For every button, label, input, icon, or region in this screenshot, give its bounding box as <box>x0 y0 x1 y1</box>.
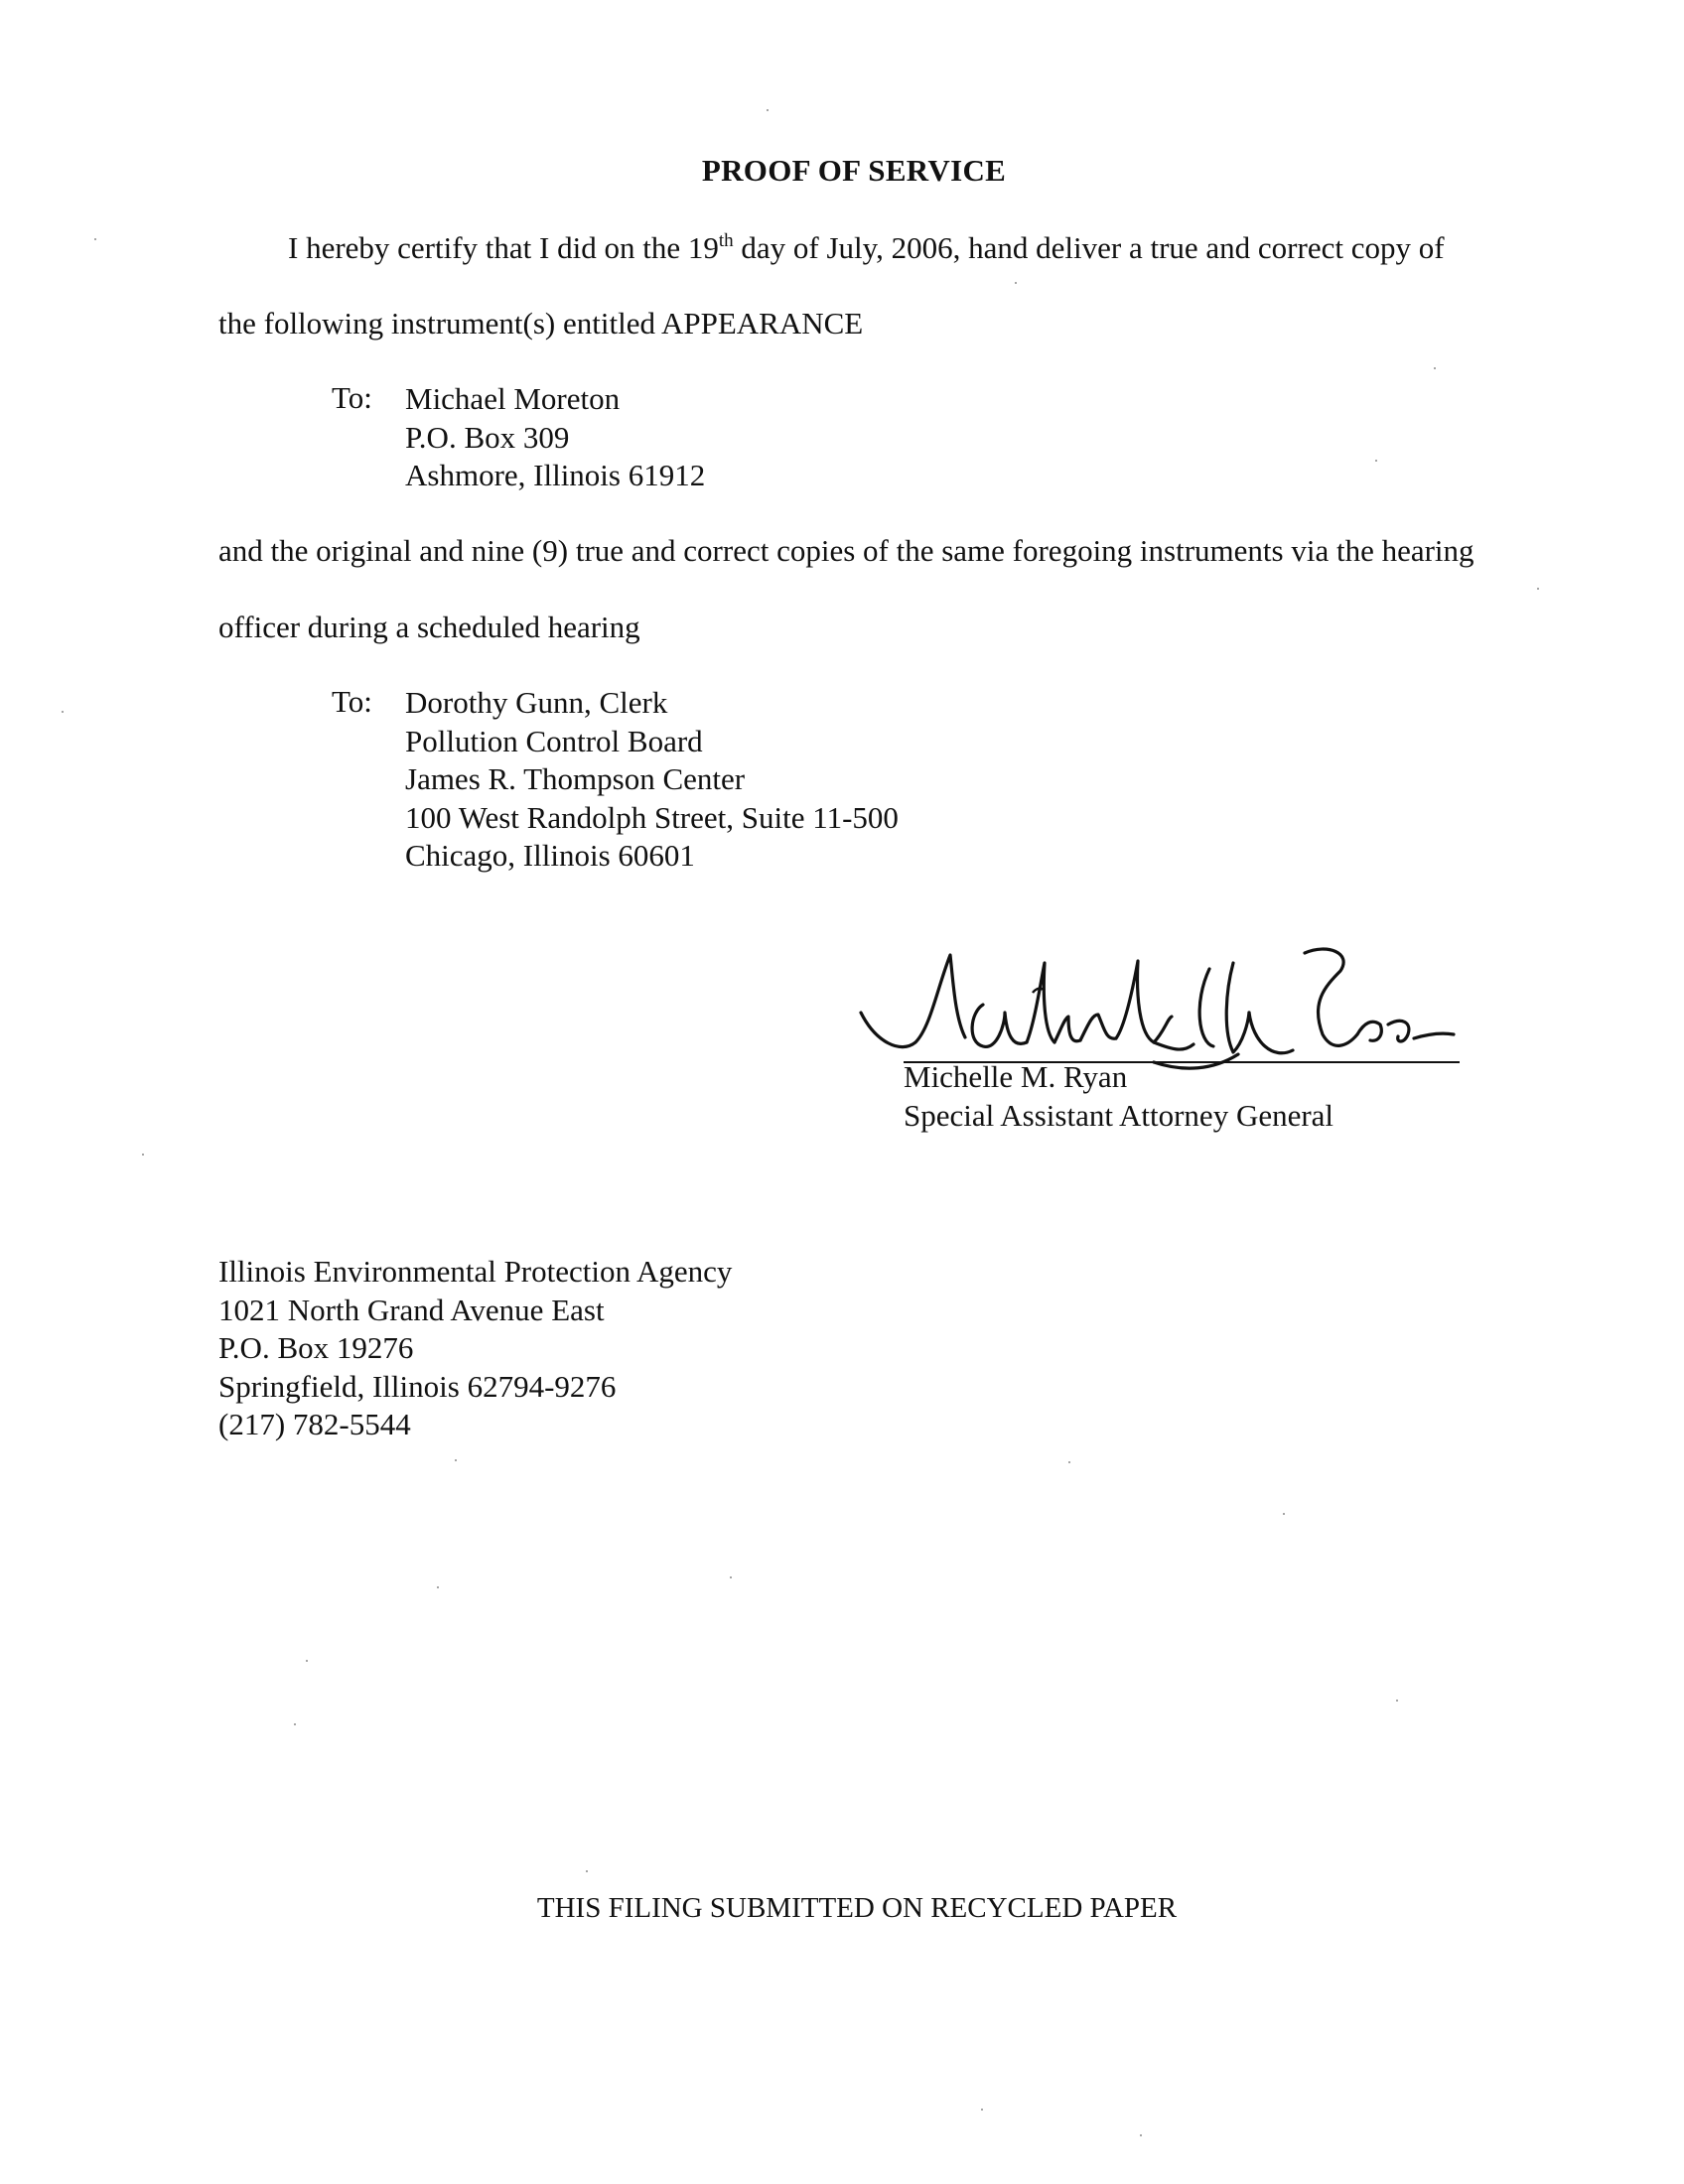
scan-speck <box>1283 1513 1285 1515</box>
recipient2-label: To: <box>332 684 372 719</box>
certification-text-pre: I hereby certify that I did on the 19 <box>288 230 719 265</box>
recipient2-city: Chicago, Illinois 60601 <box>405 838 695 873</box>
recipient1-label: To: <box>332 380 372 415</box>
scan-speck <box>1068 1461 1070 1463</box>
certification-line-2: the following instrument(s) entitled APPEARANCE <box>218 306 864 341</box>
recipient1-name: Michael Moreton <box>405 381 621 416</box>
agency-pobox: P.O. Box 19276 <box>218 1330 414 1365</box>
recycled-paper-footer: THIS FILING SUBMITTED ON RECYCLED PAPER <box>536 1892 1178 1924</box>
scan-speck <box>455 1459 457 1461</box>
scan-speck <box>94 238 96 240</box>
scan-speck <box>730 1576 732 1578</box>
certification-text-post: day of July, 2006, hand deliver a true and correct copy of <box>733 230 1445 265</box>
scan-speck <box>1140 2134 1142 2136</box>
recipient2-name: Dorothy Gunn, Clerk <box>405 685 668 720</box>
agency-city: Springfield, Illinois 62794-9276 <box>218 1368 617 1404</box>
recipient1-city: Ashmore, Illinois 61912 <box>405 458 706 492</box>
signer-name: Michelle M. Ryan <box>904 1059 1128 1094</box>
certification-line-1 <box>288 230 1445 266</box>
recipient1-address <box>405 380 705 495</box>
scan-speck <box>294 1723 296 1725</box>
document-title: PROOF OF SERVICE <box>701 153 1007 188</box>
agency-street: 1021 North Grand Avenue East <box>218 1292 605 1327</box>
agency-address <box>218 1253 732 1444</box>
agency-name: Illinois Environmental Protection Agency <box>218 1254 733 1289</box>
ordinal-suffix: th <box>718 230 734 251</box>
scan-speck <box>1375 460 1377 462</box>
scan-speck <box>1396 1700 1398 1702</box>
scan-speck <box>437 1586 439 1588</box>
scan-speck <box>1015 282 1017 284</box>
scan-speck <box>142 1154 144 1156</box>
scan-speck <box>1434 367 1436 369</box>
scan-speck <box>586 1870 588 1872</box>
scan-speck <box>767 109 769 111</box>
delivery-line-2: officer during a scheduled hearing <box>218 610 640 644</box>
recipient2-street: 100 West Randolph Street, Suite 11-500 <box>405 799 899 835</box>
agency-phone: (217) 782-5544 <box>218 1407 411 1441</box>
scan-speck <box>62 711 64 713</box>
scan-speck <box>306 1660 308 1662</box>
recipient1-street: P.O. Box 309 <box>405 419 570 455</box>
recipient2-org: Pollution Control Board <box>405 723 703 758</box>
signer-title: Special Assistant Attorney General <box>904 1097 1334 1133</box>
recipient2-address <box>405 684 899 876</box>
scan-speck <box>1537 588 1539 590</box>
recipient2-building: James R. Thompson Center <box>405 761 746 796</box>
delivery-line-1: and the original and nine (9) true and correct copies of the same foregoing instruments via the hearing <box>218 533 1474 568</box>
scan-speck <box>981 2109 983 2111</box>
signer-block <box>904 1058 1333 1135</box>
